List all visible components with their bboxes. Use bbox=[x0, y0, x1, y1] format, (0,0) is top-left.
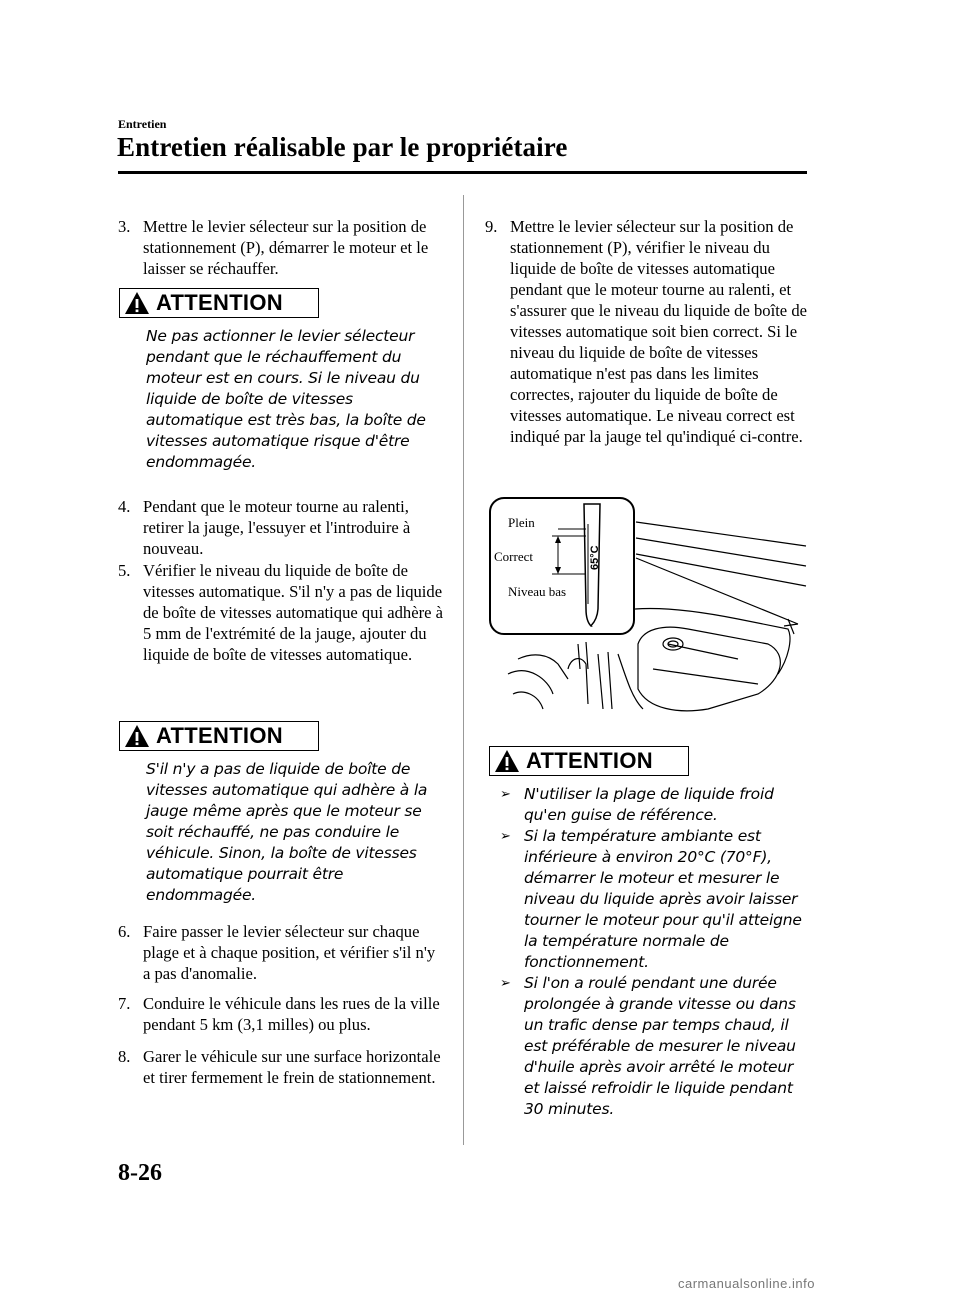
step-number: 8. bbox=[118, 1047, 131, 1066]
section-label: Entretien bbox=[118, 117, 167, 131]
page-title: Entretien réalisable par le propriétaire bbox=[117, 132, 568, 162]
attention-heading bbox=[119, 288, 319, 318]
attention-bullets bbox=[500, 784, 810, 1120]
step-text: Mettre le levier sélecteur sur la position de stationnement (P), démarrer le moteur et le laisser se réchauffer. bbox=[143, 217, 429, 278]
step-text: Pendant que le moteur tourne au ralenti, retirer la jauge, l'essuyer et l'introduire à nouveau. bbox=[143, 497, 411, 558]
attention-heading bbox=[119, 721, 319, 751]
warning-icon bbox=[494, 749, 520, 773]
step-text: Garer le véhicule sur une surface horizontale et tirer fermement le frein de stationnement. bbox=[143, 1047, 441, 1087]
step-number: 9. bbox=[485, 217, 498, 236]
bullet-item bbox=[500, 826, 810, 973]
step-number: 6. bbox=[118, 922, 131, 941]
attention-heading bbox=[489, 746, 689, 776]
bullet-item bbox=[500, 784, 810, 826]
step-text: Faire passer le levier sélecteur sur chaque plage et à chaque position, et vérifier s'il n'y a pas d'anomalie. bbox=[143, 922, 436, 983]
dipstick-marking: 65°C bbox=[589, 545, 601, 570]
title-rule bbox=[118, 171, 807, 174]
column-divider bbox=[463, 195, 464, 1145]
step-text: Vérifier le niveau du liquide de boîte de vitesses automatique. S'il n'y a pas de liquide de boîte de vitesses automatique qui adhère à 5 mm de l'extrémité de la jauge, ajouter du liquide de boîte de vitesses automatique. bbox=[143, 561, 443, 664]
step-number: 4. bbox=[118, 497, 131, 516]
bullet-text: Si la température ambiante est inférieure à environ 20°C (70°F), démarrer le moteur et mesurer le niveau du liquide après avoir laisser tourner le moteur pour qu'il atteigne la température normale de fonctionnement. bbox=[524, 827, 802, 971]
step-number: 3. bbox=[118, 217, 131, 236]
step-4 bbox=[118, 496, 443, 559]
attention-label: ATTENTION bbox=[526, 748, 653, 773]
step-number: 7. bbox=[118, 994, 131, 1013]
bullet-text: N'utiliser la plage de liquide froid qu'en guise de référence. bbox=[524, 785, 774, 824]
bullet-text: Si l'on a roulé pendant une durée prolongée à grande vitesse ou dans un trafic dense par temps chaud, il est préférable de mesurer le niveau d'huile après avoir arrêté le moteur et laissé refroidir le liquide pendant 30 minutes. bbox=[524, 974, 796, 1118]
step-7 bbox=[118, 993, 448, 1035]
label-low: Niveau bas bbox=[508, 584, 567, 599]
label-full: Plein bbox=[508, 515, 535, 530]
warning-icon bbox=[124, 724, 150, 748]
page-number: 8-26 bbox=[118, 1160, 162, 1186]
step-text: Conduire le véhicule dans les rues de la ville pendant 5 km (3,1 milles) ou plus. bbox=[143, 994, 440, 1034]
step-9 bbox=[485, 216, 810, 447]
attention-label: ATTENTION bbox=[156, 723, 283, 748]
step-6 bbox=[118, 921, 443, 984]
attention-text: S'il n'y a pas de liquide de boîte de vitesses automatique qui adhère à la jauge même après que le moteur se soit réchauffé, ne pas conduire le véhicule. Sinon, la boîte de vitesses automatique pourrait être endommagée. bbox=[146, 760, 428, 904]
footer-watermark: carmanualsonline.info bbox=[678, 1276, 815, 1291]
arrow-bullet-icon: ➢ bbox=[500, 829, 511, 844]
label-correct: Correct bbox=[494, 549, 533, 564]
warning-icon bbox=[124, 291, 150, 315]
arrow-bullet-icon: ➢ bbox=[500, 787, 511, 802]
step-8 bbox=[118, 1046, 443, 1088]
step-3 bbox=[118, 216, 443, 279]
step-5 bbox=[118, 560, 443, 665]
dipstick-illustration bbox=[488, 494, 810, 724]
arrow-bullet-icon: ➢ bbox=[500, 976, 511, 991]
attention-label: ATTENTION bbox=[156, 290, 283, 315]
step-text: Mettre le levier sélecteur sur la position de stationnement (P), vérifier le niveau du liquide de boîte de vitesses automatique pendant que le moteur tourne au ralenti, et s'assurer que le niveau du liquide de boîte de vitesses automatique soit bien correct. Si le niveau du liquide de boîte de vitesses automatique n'est pas dans les limites correctes, rajouter du liquide de boîte de vitesses automatique. Le niveau correct est indiqué par la jauge tel qu'indiqué ci-contre. bbox=[510, 217, 807, 446]
step-number: 5. bbox=[118, 561, 131, 580]
bullet-item bbox=[500, 973, 810, 1120]
attention-text: Ne pas actionner le levier sélecteur pendant que le réchauffement du moteur est en cours. Si le niveau du liquide de boîte de vitesses automatique est très bas, la boîte de vitesses automatique risque d'être endommagée. bbox=[146, 327, 426, 471]
